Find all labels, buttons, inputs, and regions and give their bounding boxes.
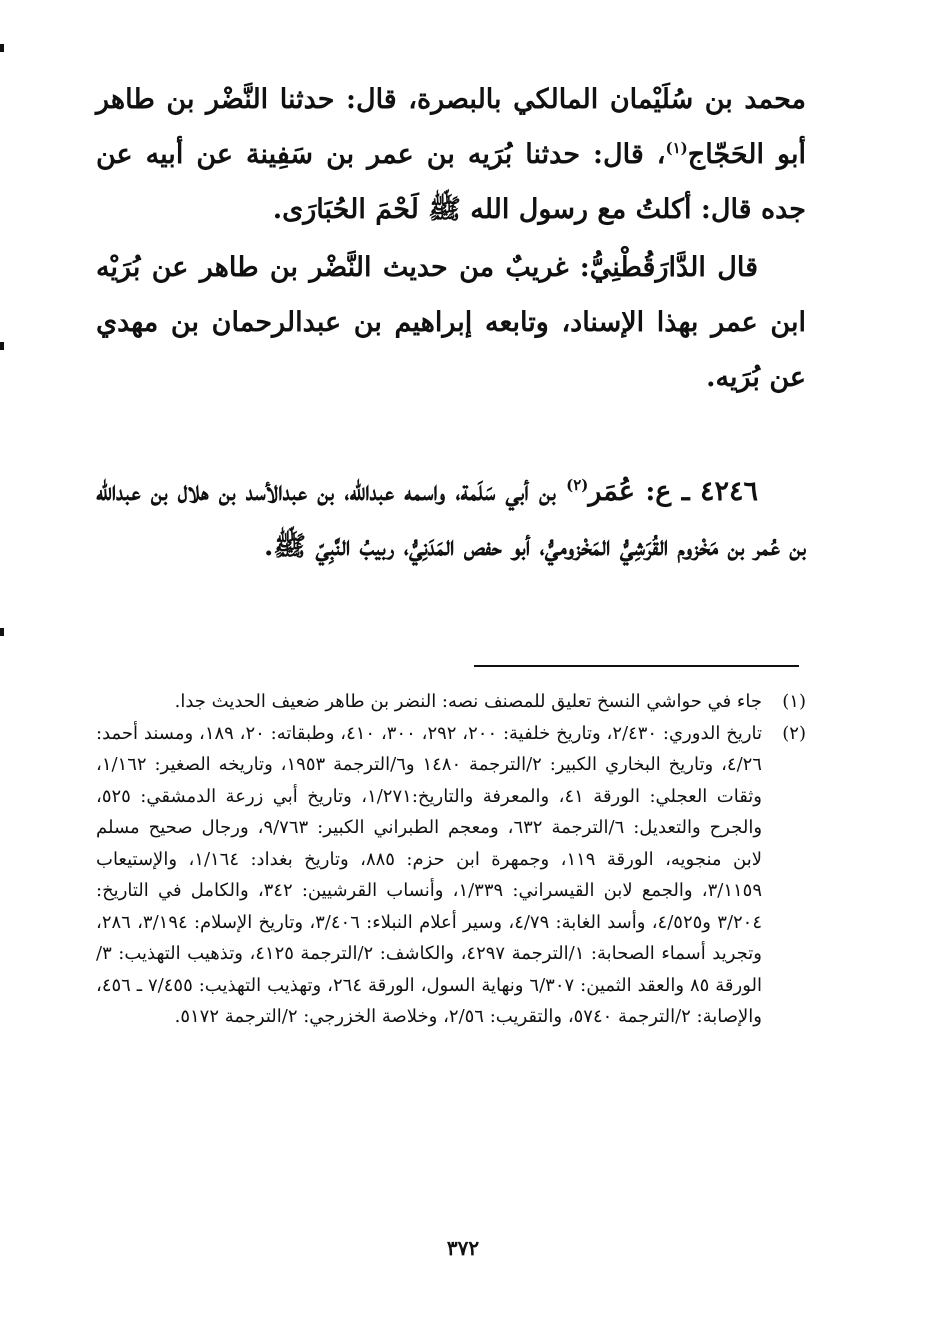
paragraph-text: ، قال: حدثنا بُرَيه بن عمر بن سَفِينة عن أبيه عن جده قال: أكلتُ مع رسول الله ﷺ لَحْمَ الحُبَارَى. — [96, 139, 806, 225]
margin-mark — [0, 342, 4, 350]
footnote-1 — [96, 686, 806, 718]
footnote-2 — [96, 718, 806, 1033]
margin-mark — [0, 628, 4, 636]
footnote-ref-2: (٢) — [566, 476, 589, 494]
body-paragraph-daraqutni: قال الدَّارَقُطْنِيُّ: غريبٌ من حديث النَّضْر بن طاهر عن بُرَيْه ابن عمر بهذا الإسناد، وتابعه إبراهيم بن عبدالرحمان بن مهدي عن بُرَيه. — [96, 252, 806, 393]
paragraph-text: محمد بن سُلَيْمان المالكي بالبصرة، قال: حدثنا النَّضْر بن طاهر أبو الحَجّاج — [96, 84, 806, 170]
body-paragraph-entry-4246 — [96, 464, 806, 574]
footnote-text: تاريخ الدوري: ٢/٤٣٠، وتاريخ خلفية: ٢٠٠، ٢٩٢، ٣٠٠، ٤١٠، وطبقاته: ٢٠، ١٨٩، ومسند أحمد: ٤/٢٦، وتاريخ البخاري الكبير: ٢/الترجمة ١٤٨٠ و٦/الترجمة ١٩٥٣، وتاريخه الصغير: ١/١٦٢، وثقات العجلي: الورقة ٤١، والمعرفة والتاريخ:١/٢٧١، وتاريخ أبي زرعة الدمشقي: ٥٢٥، والجرح والتعديل: ٦/الترجمة ٦٣٢، ومعجم الطبراني الكبير: ٩/٧٦٣، ورجال صحيح مسلم لابن منجويه، الورقة ١١٩، وجمهرة ابن حزم: ٨٨٥، وتاريخ بغداد: ١/١٦٤، والإستيعاب ٣/١١٥٩، والجمع لابن القيسراني: ١/٣٣٩، وأنساب القرشيين: ٣٤٢، والكامل في التاريخ: ٣/٢٠٤ و٤/٥٢٥، وأسد الغابة: ٤/٧٩، وسير أعلام النبلاء: ٣/٤٠٦، وتاريخ الإسلام: ٣/١٩٤، ٢٨٦، وتجريد أسماء الصحابة: ١/الترجمة ٤٢٩٧، والكاشف: ٢/الترجمة ٤١٢٥، وتذهيب التهذيب: ٣/الورقة ٨٥ والعقد الثمين: ٦/٣٠٧ ونهاية السول، الورقة ٢٦٤، وتهذيب التهذيب: ٧/٤٥٥ ـ ٤٥٦، والإصابة: ٢/الترجمة ٥٧٤٠، والتقريب: ٢/٥٦، وخلاصة الخزرجي: ٢/الترجمة ٥١٧٢. — [96, 722, 763, 1027]
footnotes — [96, 686, 806, 1033]
paragraph-text: بن أبي سَلَمة، واسمه عبدالله، بن عبدالأسد بن هلال بن عبدالله بن عُمر بن مَخْزوم القُرَشِيُّ المَخْزوميُّ، أبو حفص المَدَنِيُّ، ربيبُ النَّبِيّ ﷺ. — [96, 476, 806, 562]
footnote-number: (٢) — [782, 722, 806, 744]
margin-mark — [0, 44, 4, 52]
body-paragraph-hadith — [96, 72, 806, 237]
page-number: ٣٧٢ — [446, 1236, 480, 1260]
entry-heading: ٤٢٤٦ ـ ع: عُمَر — [588, 476, 758, 507]
footnote-number: (١) — [782, 691, 806, 712]
footnote-separator — [474, 665, 799, 667]
footnote-text: جاء في حواشي النسخ تعليق للمصنف نصه: النضر بن طاهر ضعيف الحديث جدا. — [174, 691, 762, 712]
footnote-ref-1: (١) — [665, 139, 688, 157]
